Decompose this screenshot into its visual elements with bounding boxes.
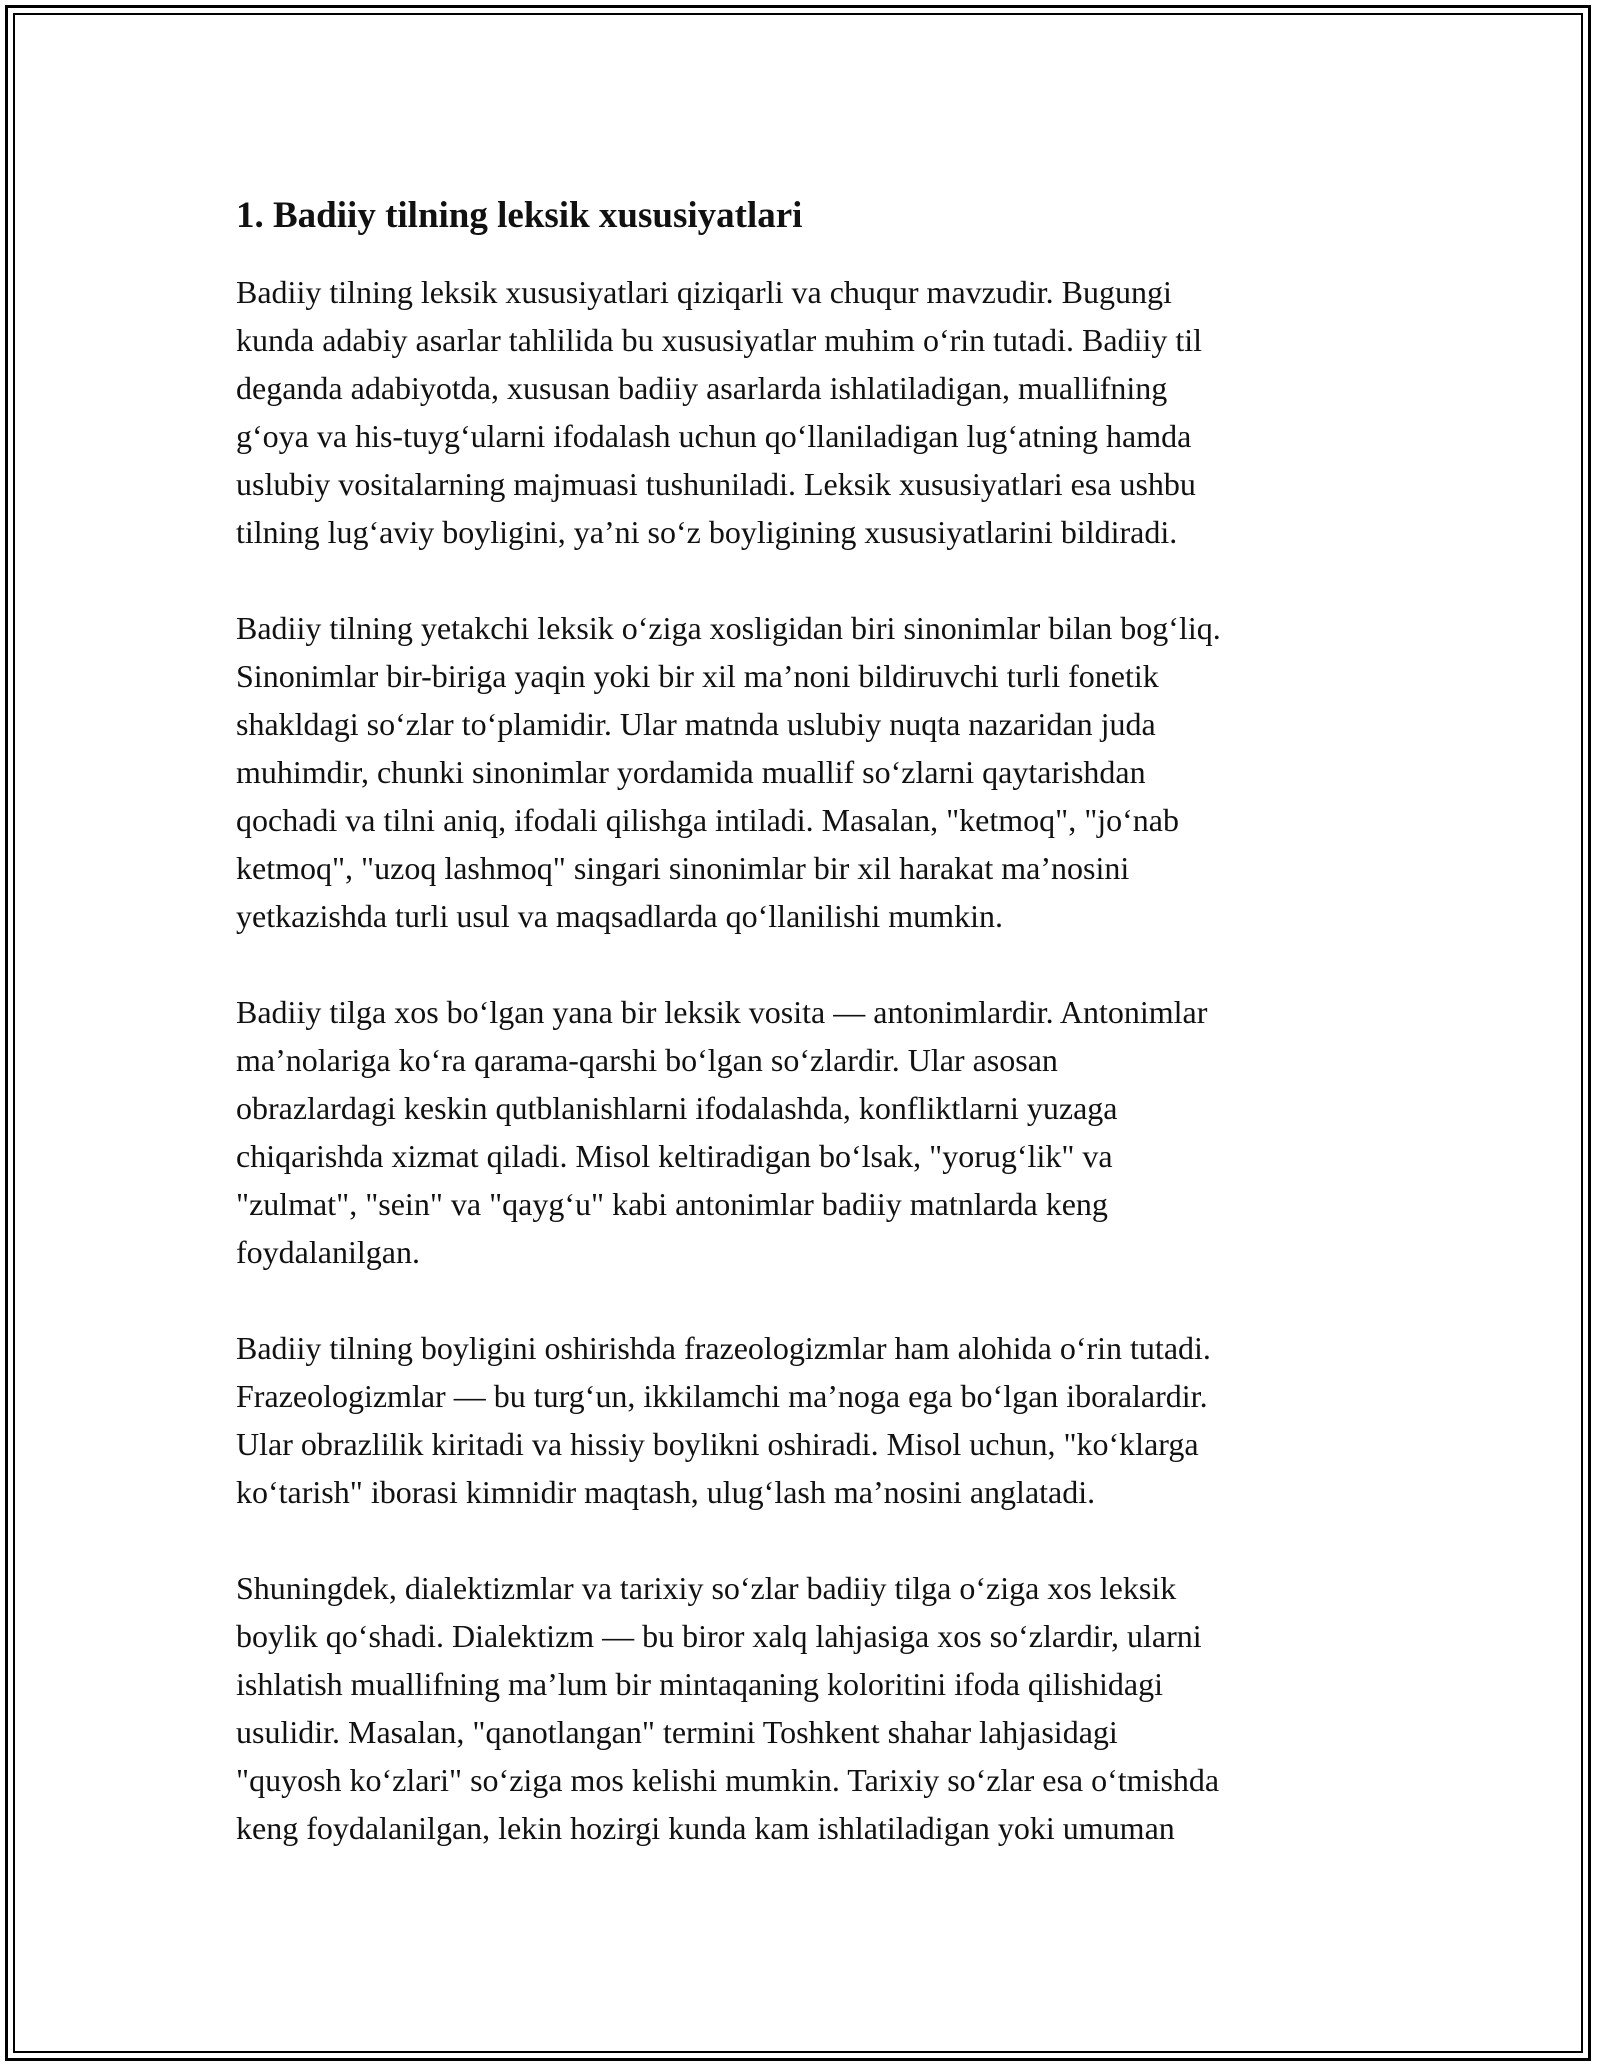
text-line: Ular obrazlilik kiritadi va hissiy boylikni oshiradi. Misol uchun, "ko‘klarga	[236, 1426, 1199, 1462]
text-line: "quyosh ko‘zlari" so‘ziga mos kelishi mumkin. Tarixiy so‘zlar esa o‘tmishda	[236, 1762, 1220, 1798]
paragraph-list	[236, 268, 1376, 1852]
text-line: keng foydalanilgan, lekin hozirgi kunda kam ishlatiladigan yoki umuman	[236, 1810, 1175, 1846]
text-line: Badiiy tilga xos bo‘lgan yana bir leksik vosita — antonimlardir. Antonimlar	[236, 994, 1208, 1030]
paragraph-5	[236, 1564, 1376, 1852]
text-line: Shuningdek, dialektizmlar va tarixiy so‘zlar badiiy tilga o‘ziga xos leksik	[236, 1570, 1177, 1606]
text-line: ko‘tarish" iborasi kimnidir maqtash, ulug‘lash ma’nosini anglatadi.	[236, 1474, 1096, 1510]
text-line: Badiiy tilning leksik xususiyatlari qiziqarli va chuqur mavzudir. Bugungi	[236, 274, 1172, 310]
text-line: tilning lug‘aviy boyligini, ya’ni so‘z boyligining xususiyatlarini bildiradi.	[236, 514, 1178, 550]
text-line: usulidir. Masalan, "qanotlangan" termini Toshkent shahar lahjasidagi	[236, 1714, 1118, 1750]
paragraph-3	[236, 988, 1376, 1276]
text-line: obrazlardagi keskin qutblanishlarni ifodalashda, konfliktlarni yuzaga	[236, 1090, 1118, 1126]
document-body	[236, 188, 1376, 1852]
text-line: "zulmat", "sein" va "qayg‘u" kabi antonimlar badiiy matnlarda keng	[236, 1186, 1108, 1222]
text-line: Sinonimlar bir-biriga yaqin yoki bir xil ma’noni bildiruvchi turli fonetik	[236, 658, 1159, 694]
text-line: g‘oya va his-tuyg‘ularni ifodalash uchun qo‘llaniladigan lug‘atning hamda	[236, 418, 1192, 454]
text-line: Badiiy tilning yetakchi leksik o‘ziga xosligidan biri sinonimlar bilan bog‘liq.	[236, 610, 1221, 646]
paragraph-1	[236, 268, 1376, 556]
text-line: deganda adabiyotda, xususan badiiy asarlarda ishlatiladigan, muallifning	[236, 370, 1168, 406]
text-line: muhimdir, chunki sinonimlar yordamida muallif so‘zlarni qaytarishdan	[236, 754, 1146, 790]
text-line: ma’nolariga ko‘ra qarama-qarshi bo‘lgan so‘zlardir. Ular asosan	[236, 1042, 1058, 1078]
text-line: ketmoq", "uzoq lashmoq" singari sinonimlar bir xil harakat ma’nosini	[236, 850, 1130, 886]
text-line: boylik qo‘shadi. Dialektizm — bu biror xalq lahjasiga xos so‘zlardir, ularni	[236, 1618, 1202, 1654]
text-line: foydalanilgan.	[236, 1234, 420, 1270]
text-line: kunda adabiy asarlar tahlilida bu xususiyatlar muhim o‘rin tutadi. Badiiy til	[236, 322, 1203, 358]
paragraph-4	[236, 1324, 1376, 1516]
text-line: uslubiy vositalarning majmuasi tushuniladi. Leksik xususiyatlari esa ushbu	[236, 466, 1196, 502]
text-line: ishlatish muallifning ma’lum bir mintaqaning koloritini ifoda qilishidagi	[236, 1666, 1163, 1702]
text-line: qochadi va tilni aniq, ifodali qilishga intiladi. Masalan, "ketmoq", "jo‘nab	[236, 802, 1179, 838]
text-line: Frazeologizmlar — bu turg‘un, ikkilamchi ma’noga ega bo‘lgan iboralardir.	[236, 1378, 1208, 1414]
text-line: Badiiy tilning boyligini oshirishda frazeologizmlar ham alohida o‘rin tutadi.	[236, 1330, 1211, 1366]
text-line: shakldagi so‘zlar to‘plamidir. Ular matnda uslubiy nuqta nazaridan juda	[236, 706, 1156, 742]
section-heading: 1. Badiiy tilning leksik xususiyatlari	[236, 195, 803, 236]
text-line: chiqarishda xizmat qiladi. Misol keltiradigan bo‘lsak, "yorug‘lik" va	[236, 1138, 1113, 1174]
text-line: yetkazishda turli usul va maqsadlarda qo‘llanilishi mumkin.	[236, 898, 1003, 934]
paragraph-2	[236, 604, 1376, 940]
